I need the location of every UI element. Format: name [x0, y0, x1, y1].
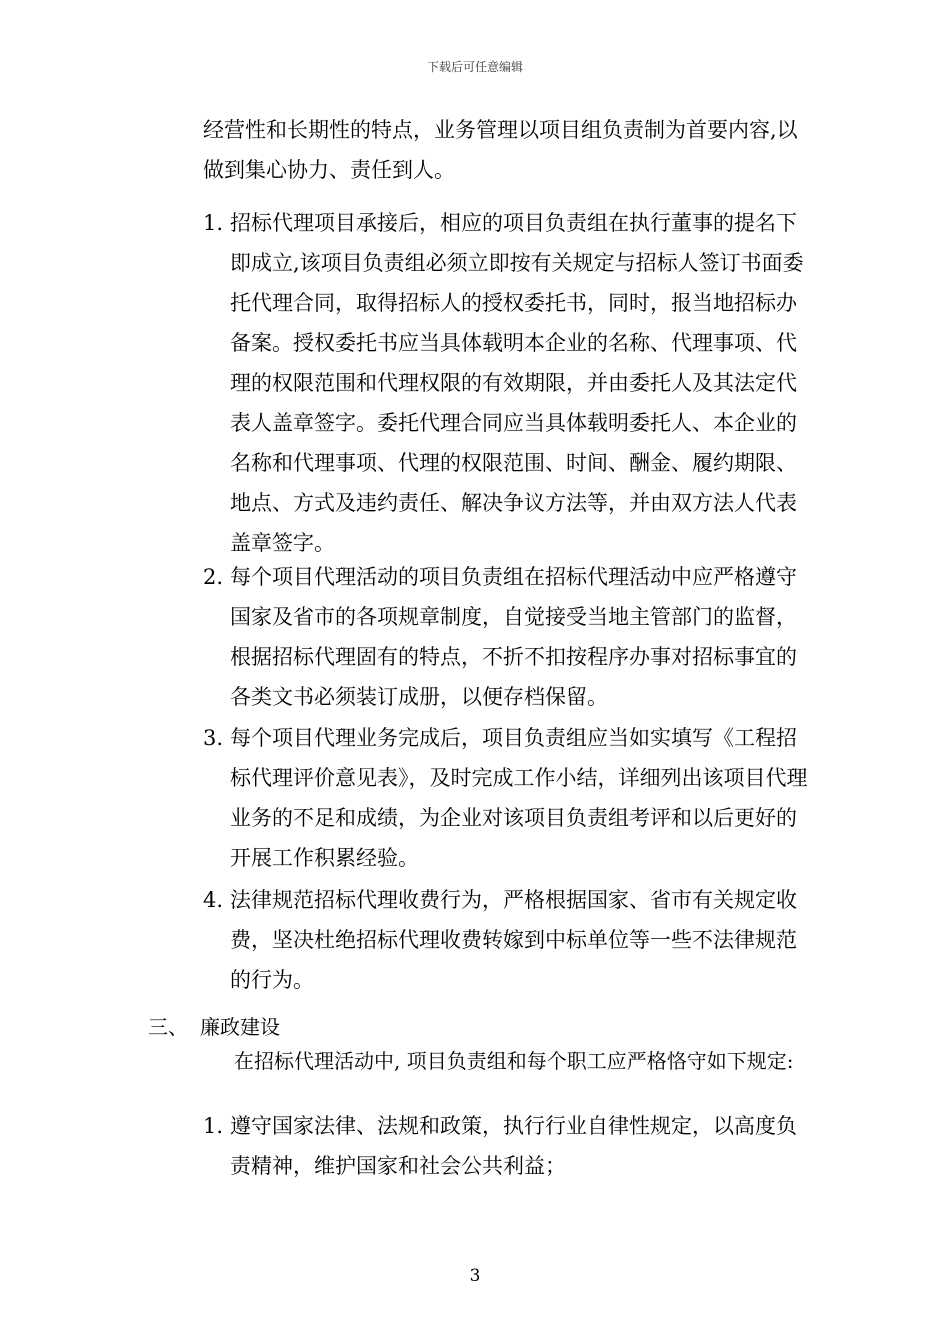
list-item	[203, 203, 813, 563]
section-title: 廉政建设	[200, 1015, 280, 1039]
list-item-text: 招标代理项目承接后，相应的项目负责组在执行董事的提名下即成立,该项目负责组必须立即按有关规定与招标人签订书面委托代理合同，取得招标人的授权委托书，同时，报当地招标办备案。授权委托书应当具体载明本企业的名称、代理事项、代理的权限范围和代理权限的有效期限，并由委托人及其法定代表人盖章签字。委托代理合同应当具体载明委托人、本企业的名称和代理事项、代理的权限范围、时间、酬金、履约期限、地点、方式及违约责任、解决争议方法等，并由双方法人代表盖章签字。	[230, 211, 804, 555]
list-item	[203, 557, 813, 717]
list-item-number: 1.	[203, 1114, 224, 1138]
section-heading	[148, 1012, 280, 1042]
list-item-text: 法律规范招标代理收费行为，严格根据国家、省市有关规定收费，坚决杜绝招标代理收费转嫁到中标单位等一些不法律规范的行为。	[230, 888, 797, 992]
list-item-number: 3.	[203, 726, 224, 750]
list-item-text: 每个项目代理业务完成后，项目负责组应当如实填写《工程招标代理评价意见表》，及时完成工作小结，详细列出该项目代理业务的不足和成绩，为企业对该项目负责组考评和以后更好的开展工作积累经验。	[230, 726, 808, 870]
section-number: 三、	[148, 1015, 188, 1039]
list-item-text: 每个项目代理活动的项目负责组在招标代理活动中应严格遵守国家及省市的各项规章制度，自觉接受当地主管部门的监督，根据招标代理固有的特点，不折不扣按程序办事对招标事宜的各类文书必须装订成册，以便存档保留。	[230, 565, 797, 709]
section-paragraph: 在招标代理活动中, 项目负责组和每个职工应严格恪守如下规定:	[234, 1049, 794, 1073]
list-item-number: 1.	[203, 211, 224, 235]
list-item-number: 2.	[203, 565, 224, 589]
intro-paragraph: 经营性和长期性的特点，业务管理以项目组负责制为首要内容,以做到集心协力、责任到人。	[203, 118, 798, 182]
list-item-text: 遵守国家法律、法规和政策，执行行业自律性规定，以高度负责精神，维护国家和社会公共利益；	[230, 1114, 797, 1178]
list-item-number: 4.	[203, 888, 224, 912]
list-item	[203, 880, 813, 1000]
page-header: 下载后可任意编辑	[426, 60, 523, 74]
page-number: 3	[469, 1266, 481, 1286]
list-item	[203, 1106, 813, 1186]
list-item	[203, 718, 813, 878]
